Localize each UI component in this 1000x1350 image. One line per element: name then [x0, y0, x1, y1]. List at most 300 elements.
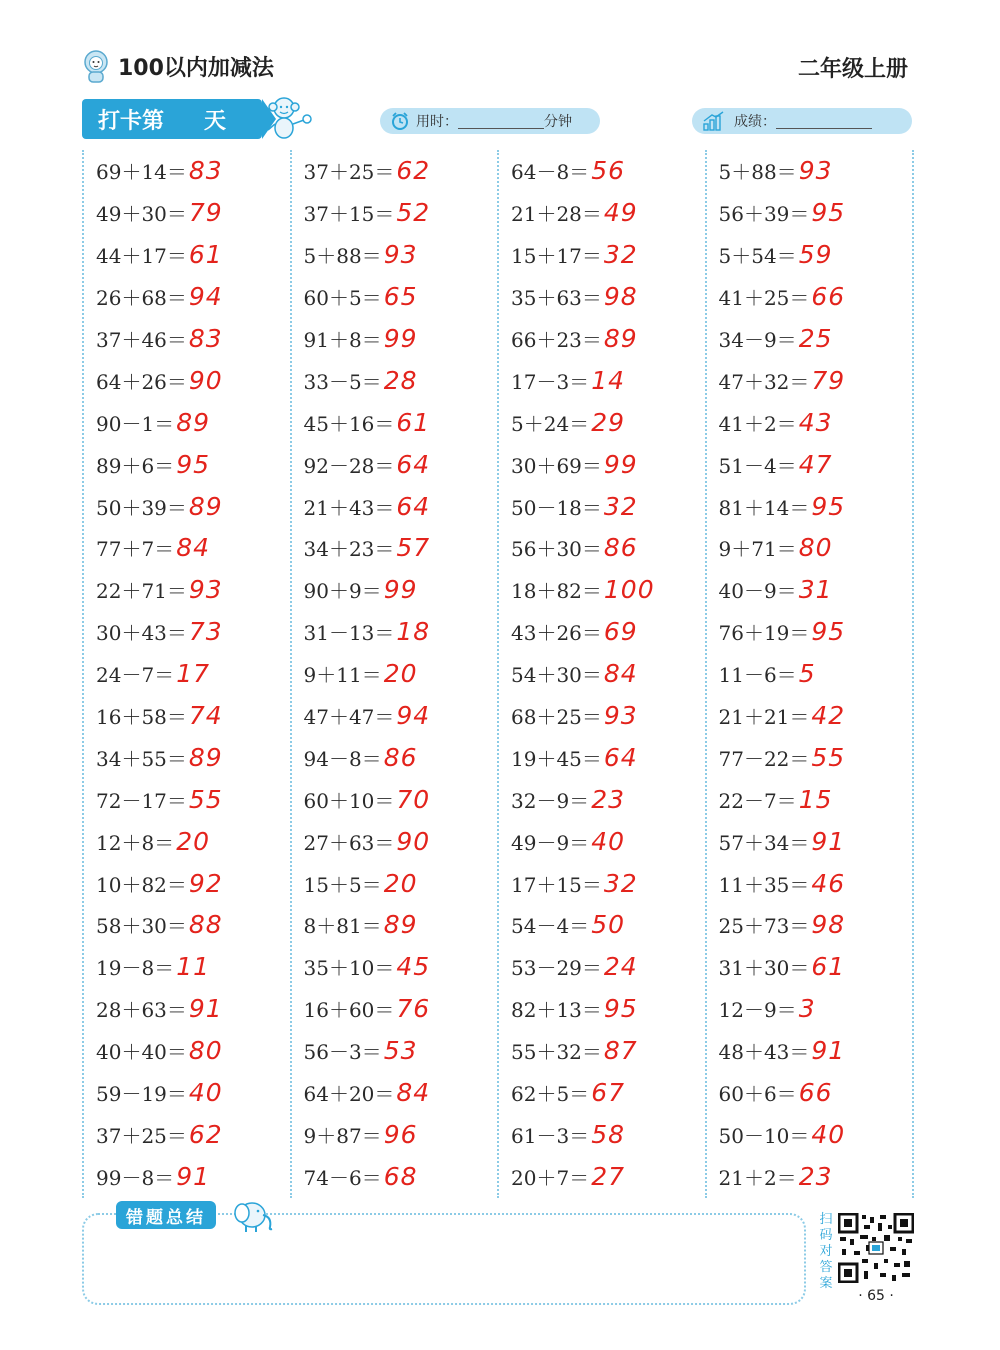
time-label: 用时： [416, 114, 458, 130]
equation-text: 25＋73＝ [718, 914, 810, 939]
exercise-row [511, 569, 705, 611]
handwritten-answer[interactable]: 20 [383, 659, 418, 689]
handwritten-answer[interactable]: 55 [811, 742, 846, 772]
exercise-row [719, 778, 913, 820]
handwritten-answer[interactable]: 84 [603, 659, 638, 689]
equation-text: 16＋58＝ [96, 705, 187, 730]
equation-text: 12＋8＝ [96, 830, 175, 855]
handwritten-answer[interactable]: 31 [798, 575, 833, 605]
score-field[interactable] [692, 108, 912, 134]
exercise-row [96, 653, 290, 695]
handwritten-answer[interactable]: 95 [603, 994, 638, 1024]
handwritten-answer[interactable]: 46 [811, 868, 846, 898]
handwritten-answer[interactable]: 40 [811, 1119, 846, 1149]
equation-text: 56－3＝ [303, 1040, 382, 1065]
exercise-column [497, 150, 705, 1198]
exercise-row [304, 1072, 498, 1114]
equation-text: 60＋6＝ [718, 1082, 797, 1107]
equation-text: 21＋43＝ [303, 495, 395, 520]
equation-text: 47＋32＝ [718, 369, 810, 394]
handwritten-answer[interactable]: 50 [591, 910, 625, 940]
equation-text: 11＋35＝ [718, 872, 810, 897]
exercise-row [511, 611, 705, 653]
handwritten-answer[interactable]: 28 [383, 365, 418, 395]
handwritten-answer[interactable]: 93 [383, 240, 418, 270]
exercise-row [719, 862, 913, 904]
equation-text: 9＋71＝ [718, 537, 797, 562]
handwritten-answer[interactable]: 91 [811, 826, 846, 856]
exercise-row [304, 653, 498, 695]
exercise-row [511, 1030, 705, 1072]
equation-text: 54＋30＝ [511, 663, 602, 688]
handwritten-answer[interactable]: 74 [188, 701, 223, 731]
equation-text: 41＋25＝ [718, 286, 810, 311]
handwritten-answer[interactable]: 94 [396, 701, 431, 731]
handwritten-answer[interactable]: 47 [798, 449, 833, 479]
exercise-row [304, 988, 498, 1030]
handwritten-answer[interactable]: 32 [603, 491, 638, 521]
handwritten-answer[interactable]: 73 [188, 617, 223, 647]
exercise-row [96, 778, 290, 820]
exercise-row [511, 946, 705, 988]
handwritten-answer[interactable]: 68 [383, 1161, 418, 1191]
equation-text: 59－19＝ [96, 1082, 187, 1107]
equation-text: 77＋7＝ [96, 537, 175, 562]
exercise-row [96, 1030, 290, 1072]
handwritten-answer[interactable]: 83 [188, 324, 223, 353]
equation-text: 35＋10＝ [303, 956, 395, 981]
exercise-row [96, 192, 290, 234]
equation-text: 16＋60＝ [303, 998, 395, 1023]
exercise-row [511, 820, 705, 862]
equation-text: 34＋55＝ [96, 746, 187, 771]
exercise-row [96, 401, 290, 443]
handwritten-answer[interactable]: 89 [176, 407, 210, 437]
handwritten-answer[interactable]: 59 [798, 240, 833, 270]
handwritten-answer[interactable]: 96 [383, 1119, 418, 1149]
exercise-row [304, 443, 498, 485]
handwritten-answer[interactable]: 91 [811, 1036, 846, 1066]
equation-text: 40＋40＝ [96, 1040, 187, 1065]
mistake-summary-label: 错题总结 [116, 1201, 216, 1229]
equation-text: 11－6＝ [718, 663, 797, 688]
handwritten-answer[interactable]: 61 [811, 952, 846, 982]
equation-text: 35＋63＝ [511, 286, 602, 311]
handwritten-answer[interactable]: 98 [603, 282, 638, 312]
handwritten-answer[interactable]: 93 [798, 156, 833, 186]
handwritten-answer[interactable]: 94 [188, 282, 223, 312]
exercise-row [304, 318, 498, 360]
exercise-row [511, 234, 705, 276]
handwritten-answer[interactable]: 40 [188, 1078, 223, 1108]
equation-text: 5＋24＝ [511, 411, 590, 436]
handwritten-answer[interactable]: 80 [188, 1036, 223, 1066]
handwritten-answer[interactable]: 79 [188, 198, 223, 228]
equation-text: 21＋2＝ [718, 1165, 797, 1190]
exercise-row [719, 1155, 913, 1197]
handwritten-answer[interactable]: 95 [811, 491, 846, 521]
exercise-row [96, 904, 290, 946]
equation-text: 50＋39＝ [96, 495, 187, 520]
exercise-row [719, 485, 913, 527]
equation-text: 19＋45＝ [511, 746, 602, 771]
handwritten-answer[interactable]: 45 [396, 952, 431, 982]
equation-text: 55＋32＝ [511, 1040, 602, 1065]
handwritten-answer[interactable]: 29 [591, 407, 625, 437]
exercise-row [96, 736, 290, 778]
handwritten-answer[interactable]: 84 [396, 1078, 431, 1108]
page-number: · 65 · [858, 1288, 894, 1304]
exercise-grid [82, 150, 914, 1198]
equation-text: 48＋43＝ [718, 1040, 810, 1065]
handwritten-answer[interactable]: 64 [396, 449, 431, 479]
book-title-area [82, 46, 274, 86]
checkin-label-right: 天 [204, 108, 227, 134]
exercise-row [511, 778, 705, 820]
equation-text: 37＋15＝ [303, 202, 395, 227]
equation-text: 12－9＝ [718, 998, 797, 1023]
exercise-column [705, 150, 913, 1198]
equation-text: 34＋23＝ [303, 537, 395, 562]
exercise-row [304, 736, 498, 778]
equation-text: 37＋25＝ [303, 160, 395, 185]
equation-text: 66＋23＝ [511, 328, 602, 352]
handwritten-answer[interactable]: 93 [188, 575, 223, 605]
exercise-row [719, 276, 913, 318]
exercise-row [304, 778, 498, 820]
equation-text: 10＋82＝ [96, 872, 187, 897]
equation-text: 20＋7＝ [511, 1165, 590, 1190]
exercise-row [304, 862, 498, 904]
exercise-row [719, 1072, 913, 1114]
equation-text: 64＋20＝ [303, 1082, 395, 1107]
handwritten-answer[interactable]: 62 [188, 1119, 223, 1149]
equation-text: 43＋26＝ [511, 621, 602, 646]
handwritten-answer[interactable]: 49 [603, 198, 638, 228]
exercise-row [96, 485, 290, 527]
exercise-row [719, 401, 913, 443]
exercise-row [96, 318, 290, 360]
equation-text: 17－3＝ [511, 369, 590, 394]
handwritten-answer[interactable]: 91 [176, 1161, 210, 1191]
exercise-row [304, 695, 498, 737]
equation-text: 24－7＝ [96, 663, 175, 688]
handwritten-answer[interactable]: 32 [603, 868, 638, 898]
handwritten-answer[interactable]: 66 [798, 1078, 833, 1108]
handwritten-answer[interactable]: 17 [176, 659, 210, 689]
equation-text: 60＋5＝ [303, 286, 382, 311]
handwritten-answer[interactable]: 3 [798, 994, 816, 1024]
handwritten-answer[interactable]: 42 [811, 701, 846, 731]
monkey-mascot-icon [260, 94, 316, 142]
handwritten-answer[interactable]: 86 [383, 742, 418, 772]
handwritten-answer[interactable]: 89 [188, 491, 223, 521]
exercise-row [511, 150, 705, 192]
handwritten-answer[interactable]: 95 [176, 449, 210, 479]
handwritten-answer[interactable]: 14 [591, 365, 625, 395]
exercise-row [719, 192, 913, 234]
exercise-row [511, 401, 705, 443]
exercise-row [511, 359, 705, 401]
equation-text: 26＋68＝ [96, 286, 187, 311]
handwritten-answer[interactable]: 27 [591, 1161, 625, 1191]
handwritten-answer[interactable]: 67 [591, 1078, 625, 1108]
grade-label: 二年级上册 [797, 57, 908, 82]
handwritten-answer[interactable]: 24 [603, 952, 638, 982]
handwritten-answer[interactable]: 52 [396, 198, 431, 228]
exercise-row [96, 1155, 290, 1197]
equation-text: 22－7＝ [718, 788, 797, 813]
equation-text: 40－9＝ [718, 579, 797, 604]
exercise-row [96, 1072, 290, 1114]
time-blank[interactable] [458, 114, 544, 129]
exercise-row [96, 359, 290, 401]
handwritten-answer[interactable]: 76 [396, 994, 431, 1024]
handwritten-answer[interactable]: 20 [383, 868, 418, 898]
equation-text: 64－8＝ [511, 160, 590, 185]
equation-text: 50－18＝ [511, 495, 602, 520]
exercise-row [719, 569, 913, 611]
equation-text: 58＋30＝ [96, 914, 187, 939]
equation-text: 49＋30＝ [96, 202, 187, 227]
exercise-row [304, 234, 498, 276]
exercise-row [304, 485, 498, 527]
handwritten-answer[interactable]: 66 [811, 282, 846, 312]
exercise-row [304, 150, 498, 192]
equation-text: 61－3＝ [511, 1123, 590, 1148]
equation-text: 33－5＝ [303, 369, 382, 394]
exercise-row [304, 527, 498, 569]
handwritten-answer[interactable]: 99 [603, 449, 638, 479]
handwritten-answer[interactable]: 69 [603, 617, 638, 647]
equation-text: 28＋63＝ [96, 998, 187, 1023]
equation-text: 21＋28＝ [511, 202, 602, 227]
equation-text: 31＋30＝ [718, 956, 810, 981]
time-used-field[interactable] [380, 108, 600, 134]
exercise-row [719, 150, 913, 192]
handwritten-answer[interactable]: 92 [188, 868, 223, 898]
handwritten-answer[interactable]: 87 [603, 1036, 638, 1066]
exercise-row [96, 150, 290, 192]
handwritten-answer[interactable]: 91 [188, 994, 223, 1024]
equation-text: 56＋39＝ [718, 202, 810, 227]
exercise-row [96, 695, 290, 737]
equation-text: 19－8＝ [96, 956, 175, 981]
equation-text: 27＋63＝ [303, 830, 395, 855]
handwritten-answer[interactable]: 65 [383, 282, 418, 312]
handwritten-answer[interactable]: 99 [383, 324, 418, 353]
equation-text: 94－8＝ [303, 746, 382, 771]
exercise-row [96, 234, 290, 276]
equation-text: 72－17＝ [96, 788, 187, 813]
time-unit: 分钟 [544, 114, 572, 130]
exercise-row [719, 820, 913, 862]
handwritten-answer[interactable]: 95 [811, 617, 846, 647]
equation-text: 21＋21＝ [718, 705, 810, 730]
equation-text: 60＋10＝ [303, 788, 395, 813]
handwritten-answer[interactable]: 62 [396, 156, 431, 186]
handwritten-answer[interactable]: 43 [798, 407, 833, 437]
handwritten-answer[interactable]: 32 [603, 240, 638, 270]
handwritten-answer[interactable]: 98 [811, 910, 846, 940]
exercise-row [719, 904, 913, 946]
score-blank[interactable] [776, 114, 872, 129]
exercise-row [511, 988, 705, 1030]
handwritten-answer[interactable]: 58 [591, 1119, 625, 1149]
exercise-row [304, 192, 498, 234]
handwritten-answer[interactable]: 64 [603, 742, 638, 772]
equation-text: 15＋17＝ [511, 244, 602, 269]
exercise-column [290, 150, 498, 1198]
equation-text: 76＋19＝ [718, 621, 810, 646]
handwritten-answer[interactable]: 90 [188, 365, 223, 395]
handwritten-answer[interactable]: 20 [176, 826, 210, 856]
exercise-row [96, 820, 290, 862]
exercise-row [96, 276, 290, 318]
exercise-row [304, 569, 498, 611]
equation-text: 50－10＝ [718, 1123, 810, 1148]
exercise-row [511, 653, 705, 695]
equation-text: 18＋82＝ [511, 579, 602, 604]
exercise-row [96, 862, 290, 904]
equation-text: 89＋6＝ [96, 453, 175, 478]
equation-text: 22＋71＝ [96, 579, 187, 604]
equation-text: 81＋14＝ [718, 495, 810, 520]
equation-text: 44＋17＝ [96, 244, 187, 269]
equation-text: 69＋14＝ [96, 160, 187, 185]
lion-mascot-icon [82, 49, 110, 83]
exercise-row [719, 318, 913, 360]
exercise-row [304, 611, 498, 653]
handwritten-answer[interactable]: 89 [603, 324, 638, 353]
exercise-row [96, 988, 290, 1030]
exercise-row [96, 611, 290, 653]
equation-text: 74－6＝ [303, 1165, 382, 1190]
handwritten-answer[interactable]: 5 [798, 659, 816, 689]
handwritten-answer[interactable]: 80 [798, 533, 833, 563]
exercise-row [304, 820, 498, 862]
scan-for-answers-text: 扫码对答案 [819, 1212, 833, 1291]
handwritten-answer[interactable]: 90 [396, 826, 431, 856]
exercise-row [304, 1113, 498, 1155]
handwritten-answer[interactable]: 53 [383, 1036, 418, 1066]
exercise-row [719, 359, 913, 401]
handwritten-answer[interactable]: 64 [396, 491, 431, 521]
handwritten-answer[interactable]: 25 [798, 324, 833, 353]
exercise-row [511, 1155, 705, 1197]
exercise-row [511, 485, 705, 527]
handwritten-answer[interactable]: 100 [603, 575, 655, 605]
exercise-row [719, 946, 913, 988]
equation-text: 56＋30＝ [511, 537, 602, 562]
handwritten-answer[interactable]: 83 [188, 156, 223, 186]
handwritten-answer[interactable]: 88 [188, 910, 223, 940]
handwritten-answer[interactable]: 79 [811, 365, 846, 395]
handwritten-answer[interactable]: 11 [176, 952, 210, 982]
checkin-label-left: 打卡第 [98, 108, 165, 134]
equation-text: 37＋25＝ [96, 1123, 187, 1148]
exercise-row [511, 1072, 705, 1114]
handwritten-answer[interactable]: 61 [396, 407, 431, 437]
equation-text: 5＋88＝ [718, 160, 797, 185]
equation-text: 90＋9＝ [303, 579, 382, 604]
exercise-row [719, 653, 913, 695]
handwritten-answer[interactable]: 57 [396, 533, 431, 563]
equation-text: 54－4＝ [511, 914, 590, 939]
equation-text: 17＋15＝ [511, 872, 602, 897]
checkin-day-banner [82, 99, 262, 139]
handwritten-answer[interactable]: 99 [383, 575, 418, 605]
handwritten-answer[interactable]: 84 [176, 533, 210, 563]
exercise-row [511, 276, 705, 318]
handwritten-answer[interactable]: 70 [396, 784, 431, 814]
handwritten-answer[interactable]: 89 [188, 742, 223, 772]
equation-text: 47＋47＝ [303, 705, 395, 730]
equation-text: 90－1＝ [96, 411, 175, 436]
handwritten-answer[interactable]: 93 [603, 701, 638, 731]
handwritten-answer[interactable]: 95 [811, 198, 846, 228]
exercise-row [719, 736, 913, 778]
handwritten-answer[interactable]: 15 [798, 784, 833, 814]
equation-text: 8＋81＝ [303, 914, 382, 939]
handwritten-answer[interactable]: 89 [383, 910, 418, 940]
equation-text: 9＋87＝ [303, 1123, 382, 1148]
equation-text: 15＋5＝ [303, 872, 382, 897]
exercise-row [719, 1113, 913, 1155]
exercise-row [511, 862, 705, 904]
equation-text: 9＋11＝ [303, 663, 382, 688]
alarm-clock-icon [390, 111, 410, 131]
equation-text: 32－9＝ [511, 788, 590, 813]
handwritten-answer[interactable]: 56 [591, 156, 625, 186]
handwritten-answer[interactable]: 23 [798, 1161, 833, 1191]
equation-text: 45＋16＝ [303, 411, 395, 436]
exercise-row [511, 192, 705, 234]
exercise-row [304, 401, 498, 443]
exercise-row [96, 569, 290, 611]
exercise-row [96, 1113, 290, 1155]
exercise-row [511, 695, 705, 737]
exercise-row [719, 234, 913, 276]
handwritten-answer[interactable]: 55 [188, 784, 223, 814]
exercise-row [719, 443, 913, 485]
equation-text: 5＋88＝ [303, 244, 382, 269]
handwritten-answer[interactable]: 23 [591, 784, 625, 814]
equation-text: 41＋2＝ [718, 411, 797, 436]
exercise-row [304, 904, 498, 946]
equation-text: 62＋5＝ [511, 1082, 590, 1107]
equation-text: 91＋8＝ [303, 328, 382, 352]
handwritten-answer[interactable]: 86 [603, 533, 638, 563]
equation-text: 30＋69＝ [511, 453, 602, 478]
exercise-column [84, 150, 290, 1198]
exercise-row [511, 527, 705, 569]
equation-text: 68＋25＝ [511, 705, 602, 730]
exercise-row [719, 988, 913, 1030]
exercise-row [719, 527, 913, 569]
handwritten-answer[interactable]: 61 [188, 240, 223, 270]
exercise-row [96, 527, 290, 569]
exercise-row [96, 443, 290, 485]
qr-code-icon[interactable] [838, 1213, 914, 1283]
handwritten-answer[interactable]: 18 [396, 617, 431, 647]
exercise-row [511, 443, 705, 485]
equation-text: 5＋54＝ [718, 244, 797, 269]
exercise-row [304, 359, 498, 401]
score-label: 成绩： [734, 114, 776, 130]
handwritten-answer[interactable]: 40 [591, 826, 625, 856]
equation-text: 82＋13＝ [511, 998, 602, 1023]
